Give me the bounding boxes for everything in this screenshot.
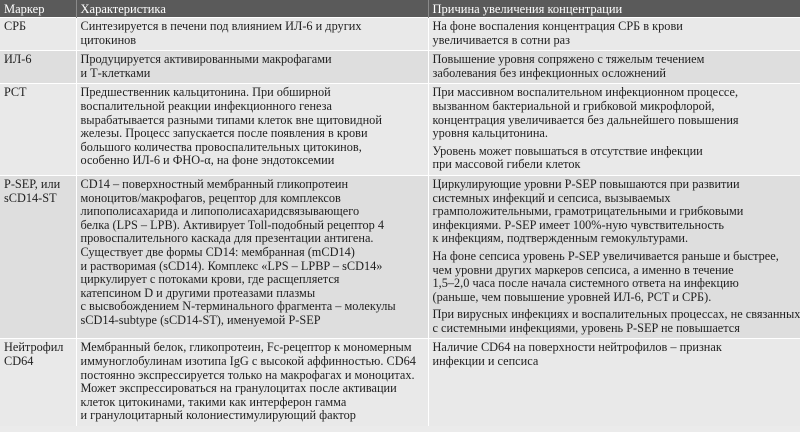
marker-cell — [0, 84, 76, 176]
cell-line: 1,5–2,0 часа после начала системного ответа на инфекцию — [432, 276, 739, 291]
cell-line: уровня кальцитонина. — [432, 126, 548, 141]
cell-line: Нейтрофил — [4, 340, 64, 355]
marker-cell — [0, 51, 76, 84]
cell-line: липополисахарида и липополисахаридсвязывающего — [80, 204, 360, 219]
cause-cell — [428, 18, 800, 51]
table-row — [0, 175, 800, 339]
cell-line: (раньше, чем повышение уровней ИЛ-6, PCT и СРБ). — [432, 289, 712, 304]
cell-line: системных инфекций и сепсиса, вызываемых — [432, 190, 671, 205]
cell-line: Может экспрессироваться на гранулоцитах после активации — [80, 381, 397, 396]
marker-cell — [0, 18, 76, 51]
cause-cell — [428, 175, 800, 339]
cell-line: СРБ — [4, 19, 27, 33]
cell-line: клеток цитокинами, такими как интерферон гамма — [80, 394, 347, 409]
cell-line: моноцитов/макрофагов, рецептор для комплексов — [80, 190, 341, 205]
cell-line: концентрация увеличивается без дальнейшего повышения — [432, 112, 739, 127]
cell-line: sCD14-subtype (sCD14-ST), именуемой P-SEP — [80, 312, 321, 327]
marker-cell — [0, 339, 76, 426]
cause-cell — [428, 339, 800, 426]
characteristic-cell — [76, 339, 428, 426]
table-row — [0, 84, 800, 176]
characteristic-cell — [76, 18, 428, 51]
cell-line: постоянно экспрессируется только на макрофагах и моноцитах. — [80, 367, 415, 382]
cell-line: катепсином D и другими протеазами плазмы — [80, 285, 316, 300]
cell-line: Наличие CD64 на поверхности нейтрофилов – признак — [432, 340, 722, 355]
header-cause: Причина увеличения концентрации — [428, 0, 800, 18]
cell-line: Уровень может повышаться в отсутствие инфекции — [432, 143, 703, 158]
marker-cell — [0, 175, 76, 339]
cell-line: иммуноглобулинам изотипа IgG с высокой аффинностью. CD64 — [80, 354, 416, 369]
cell-line: Синтезируется в печени под влиянием ИЛ-6 и других — [80, 19, 362, 33]
cell-line: железы. Процесс запускается после появления в крови — [80, 126, 368, 141]
cell-line: На фоне воспаления концентрация СРБ в крови — [432, 19, 683, 33]
cell-line: цитокинов — [80, 32, 137, 47]
cell-line: и гранулоцитарный колониестимулирующий фактор — [80, 408, 356, 423]
cell-line: большого количества провоспалительных цитокинов, — [80, 139, 362, 154]
table-row — [0, 339, 800, 426]
cell-line: CD64 — [4, 354, 34, 369]
header-row — [0, 0, 800, 18]
cell-line: с системными инфекциями, уровень P-SEP не повышается — [432, 320, 740, 335]
characteristic-cell — [76, 51, 428, 84]
cell-line: Мембранный белок, гликопротеин, Fc-рецептор к мономерным — [80, 340, 412, 355]
cell-line: циркулирует с потоками крови, где расщепляется — [80, 272, 340, 287]
cell-line: При вирусных инфекциях и воспалительных процессах, не связанных — [432, 307, 800, 322]
cell-line: заболевания без инфекционных осложнений — [432, 65, 666, 80]
cell-line: Циркулирующие уровни P-SEP повышаются при развитии — [432, 176, 740, 191]
cell-line: воспалительной реакции инфекционного генеза — [80, 98, 332, 113]
cell-line: sCD14-ST — [4, 190, 57, 205]
characteristic-cell — [76, 175, 428, 339]
cell-line: к инфекциям, подтвержденным гемокультурами. — [432, 231, 689, 246]
cause-cell — [428, 51, 800, 84]
cell-line: При массивном воспалительном инфекционном процессе, — [432, 85, 739, 100]
cell-line: провоспалительного каскада для презентации антигена. — [80, 231, 374, 246]
cell-line: при массовой гибели клеток — [432, 157, 581, 172]
cell-line: особенно ИЛ-6 и ФНО-α, на фоне эндотоксемии — [80, 153, 335, 168]
cell-line: белка (LPS – LPB). Активирует Toll-подобный рецептор 4 — [80, 217, 385, 232]
cell-line: Предшественник кальцитонина. При обширной — [80, 85, 331, 100]
cell-line: инфекциями. P-SEP имеет 100%-ную чувствительность — [432, 217, 724, 232]
cause-cell — [428, 84, 800, 176]
cell-line: вырабатывается разными типами клеток вне щитовидной — [80, 112, 382, 127]
cell-line: P-SEP, или — [4, 176, 61, 191]
cell-line: инфекции и сепсиса — [432, 354, 539, 369]
cell-line: с высвобождением N-терминального фрагмента – молекулы — [80, 299, 396, 314]
cell-line: ИЛ-6 — [4, 52, 32, 67]
cell-line: и Т-клетками — [80, 65, 151, 80]
cell-line: PCT — [4, 85, 27, 100]
cell-line: Продуцируется активированными макрофагами — [80, 52, 332, 67]
cell-line: CD14 – поверхностный мембранный гликопротеин — [80, 176, 349, 191]
table-row — [0, 51, 800, 84]
cell-line: увеличивается в сотни раз — [432, 32, 570, 47]
cell-line: На фоне сепсиса уровень P-SEP увеличивается раньше и быстрее, — [432, 248, 779, 263]
cell-line: чем уровни других маркеров сепсиса, а именно в течение — [432, 262, 734, 277]
characteristic-cell — [76, 84, 428, 176]
header-characteristic: Характеристика — [76, 0, 428, 18]
cell-line: вызванном бактериальной и грибковой микрофлорой, — [432, 98, 715, 113]
cell-line: грамположительными, грамотрицательными и грибковыми — [432, 204, 744, 219]
cell-line: Повышение уровня сопряжено с тяжелым течением — [432, 52, 705, 67]
table-row — [0, 18, 800, 51]
cell-line: Существует две формы CD14: мембранная (mCD14) — [80, 244, 355, 259]
header-marker: Маркер — [0, 0, 76, 18]
cell-line: и растворимая (sCD14). Комплекс «LPS – LPBP – sCD14» — [80, 258, 383, 273]
